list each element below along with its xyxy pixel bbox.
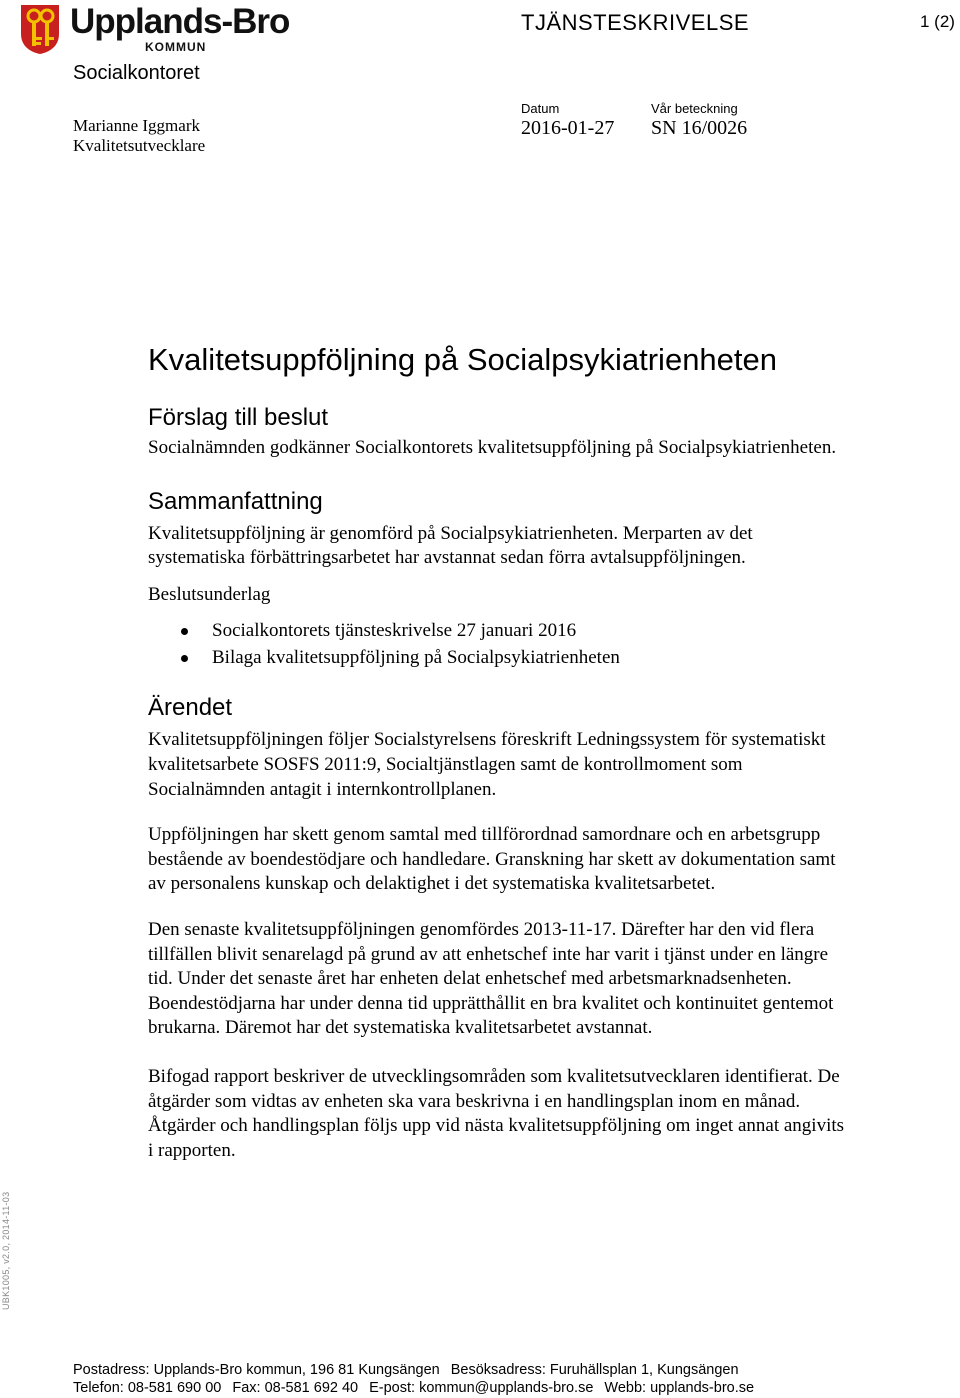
author-role: Kvalitetsutvecklare bbox=[73, 136, 206, 155]
date-label: Datum bbox=[521, 101, 560, 116]
reference-value: SN 16/0026 bbox=[651, 117, 748, 139]
logo-subtitle: KOMMUN bbox=[145, 40, 207, 54]
date-value: 2016-01-27 bbox=[521, 117, 615, 139]
footer-phone: Telefon: 08-581 690 00 bbox=[73, 1380, 222, 1396]
basis-list bbox=[148, 618, 848, 671]
proposal-heading: Förslag till beslut bbox=[148, 404, 329, 431]
footer-line-1 bbox=[73, 1362, 739, 1378]
basis-heading: Beslutsunderlag bbox=[148, 583, 271, 605]
department: Socialkontoret bbox=[73, 62, 200, 84]
body-paragraph: Uppföljningen har skett genom samtal med tillförordnad samordnare och en arbetsgrupp bestående av boendestödjare och handledare. Granskning har skett av dokumentation samt av personalens kunskap och delaktighet i det systematiska kvalitetsarbetet. bbox=[148, 824, 836, 895]
matter-heading: Ärendet bbox=[148, 694, 233, 722]
bullet-icon bbox=[181, 655, 188, 662]
summary-text: Kvalitetsuppföljning är genomförd på Socialpsykiatrienheten. Merparten av det systematiska förbättringsarbetet har avstannat sedan förra avtalsuppföljningen. bbox=[148, 522, 753, 569]
body-paragraph: Kvalitetsuppföljningen följer Socialstyrelsens föreskrift Ledningssystem för systematiskt kvalitetsarbete SOSFS 2011:9, Socialtjänstlagen samt de kontrollmoment som Socialnämnden antagit i internkontrollplanen. bbox=[148, 729, 826, 800]
proposal-text: Socialnämnden godkänner Socialkontorets kvalitetsuppföljning på Socialpsykiatrienheten. bbox=[148, 437, 837, 458]
basis-list-item: Bilaga kvalitetsuppföljning på Socialpsykiatrienheten bbox=[148, 645, 848, 672]
document-title: Kvalitetsuppföljning på Socialpsykiatrienheten bbox=[148, 342, 778, 377]
footer-visiting-address: Besöksadress: Furuhällsplan 1, Kungsängen bbox=[450, 1362, 739, 1378]
reference-label: Vår beteckning bbox=[651, 101, 738, 116]
footer-line-2 bbox=[73, 1380, 754, 1396]
footer-web: Webb: upplands-bro.se bbox=[604, 1380, 755, 1396]
summary-heading: Sammanfattning bbox=[148, 487, 323, 515]
coat-of-arms-icon bbox=[20, 4, 60, 54]
document-type: TJÄNSTESKRIVELSE bbox=[521, 10, 750, 35]
document-body bbox=[148, 338, 848, 1163]
author-name: Marianne Iggmark bbox=[73, 116, 200, 135]
basis-list-item: Socialkontorets tjänsteskrivelse 27 januari 2016 bbox=[148, 618, 848, 645]
page-number: 1 (2) bbox=[920, 12, 955, 31]
body-paragraph: Bifogad rapport beskriver de utvecklingsområden som kvalitetsutvecklaren identifierat. De åtgärder som vidtas av enheten ska vara beskrivna i en handlingsplan inom en månad. Åtgärder och handlingsplan följs upp vid nästa kvalitetsuppföljning om inget annat angivits i rapporten. bbox=[148, 1065, 845, 1161]
template-version: UBK1005, v2.0, 2014-11-03 bbox=[1, 1191, 11, 1310]
body-paragraph: Den senaste kvalitetsuppföljningen genomfördes 2013-11-17. Därefter har den vid flera tillfällen blivit senarelagd på grund av att enhetschef inte har varit i tjänst under en längre tid. Under det senaste året har enheten delat enhetschef med arbetsmarknadsenheten. Boendestödjarna har under denna tid upprätthållit en bra kvalitet och kontinuitet gentemot brukarna. Däremot har det systematiska kvalitetsarbetet avstannat. bbox=[148, 918, 834, 1039]
bullet-icon bbox=[181, 628, 188, 635]
footer-email: E-post: kommun@upplands-bro.se bbox=[369, 1380, 594, 1396]
logo-wordmark: Upplands-Bro bbox=[70, 2, 290, 41]
footer-fax: Fax: 08-581 692 40 bbox=[232, 1380, 359, 1396]
footer-postal-address: Postadress: Upplands-Bro kommun, 196 81 Kungsängen bbox=[73, 1362, 440, 1378]
